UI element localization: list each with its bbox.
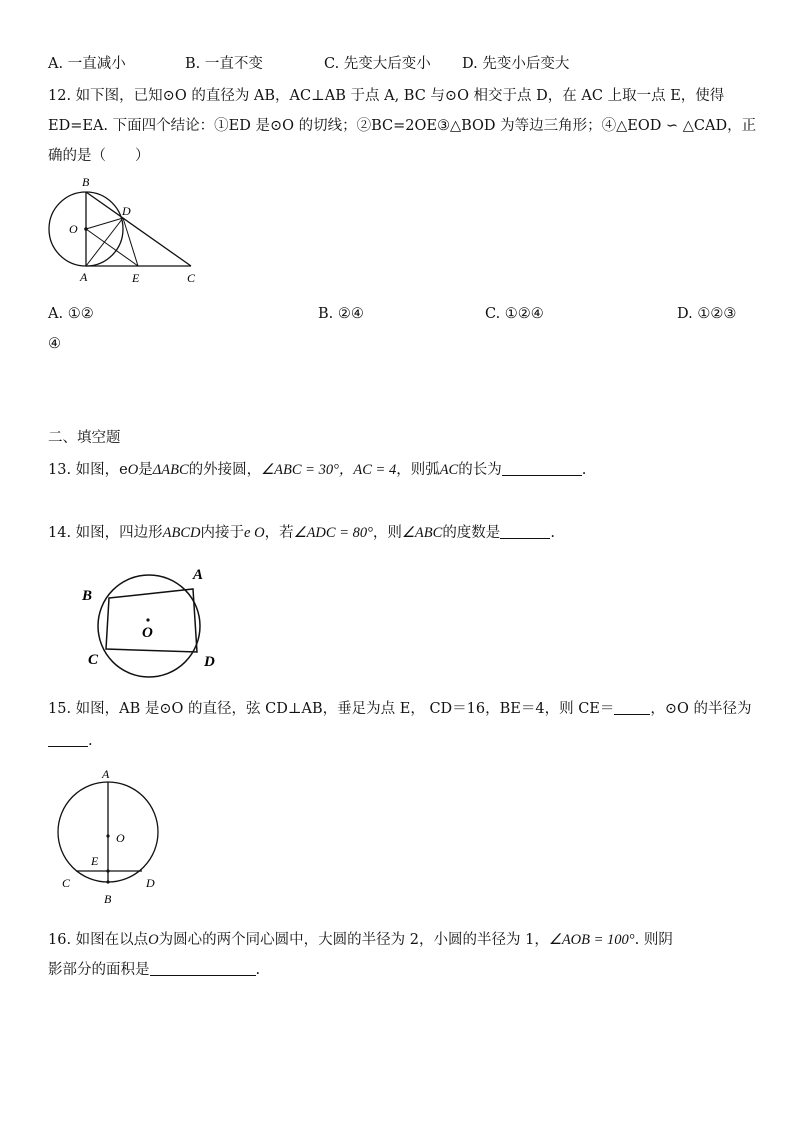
q15-answer-blank-radius[interactable]	[48, 732, 88, 747]
q14-text	[48, 523, 555, 543]
q15-point-b	[106, 880, 109, 883]
q12-label-e: E	[132, 271, 140, 285]
q15-text-line2	[48, 731, 93, 751]
q13-answer-blank[interactable]	[502, 461, 582, 476]
q14-answer-blank[interactable]	[500, 524, 550, 539]
q12-option-d-wrap: ④	[48, 336, 61, 352]
q16-text-line2	[48, 960, 260, 980]
q14-label-b: B	[82, 588, 93, 604]
q14-end: .	[550, 525, 555, 541]
q15-text-line1	[48, 699, 752, 719]
q11-option-a: A. 一直减小	[48, 56, 126, 72]
q14-label-o: O	[142, 625, 153, 641]
q11-option-d: D. 先变小后变大	[462, 56, 570, 72]
q14-circle: e O	[244, 525, 265, 541]
q13-arc: AC	[439, 462, 459, 478]
q15-label-a: A	[102, 767, 110, 781]
q12-label-d: D	[122, 204, 131, 218]
q12-text-line2: ED=EA. 下面四个结论：①ED 是⊙O 的切线；②BC=2OE③△BOD 为等边三角形；④△EOD ∽ △CAD，正	[48, 118, 757, 134]
q16-end: .	[255, 962, 261, 978]
q13-end: .	[581, 462, 587, 478]
q14-text2: ，若	[264, 525, 294, 541]
q15-line1-a: 15. 如图，AB 是⊙O 的直径，弦 CD⊥AB，垂足为点 E， CD＝16，BE＝4，则 CE＝	[48, 701, 615, 717]
q13-center-o: O	[127, 462, 139, 478]
q14-label-d: D	[204, 654, 215, 670]
q12-text-line3: 确的是（ ）	[48, 148, 150, 164]
q12-label-c: C	[187, 271, 196, 285]
q14-quad: ABCD	[162, 525, 201, 541]
q14-angle2: ∠ABC	[401, 525, 443, 541]
q12-label-a: A	[80, 270, 88, 284]
q12-option-a: A. ①②	[48, 306, 94, 322]
q16-answer-blank[interactable]	[150, 961, 256, 976]
q14-angle: ∠ADC = 80°	[293, 525, 373, 541]
q12-line-od	[86, 218, 123, 229]
q13-triangle: ΔABC	[152, 462, 189, 478]
q13-text1: 是	[138, 462, 153, 478]
q14-quadrilateral	[106, 589, 197, 652]
q16-text-line1	[48, 930, 673, 950]
q13-text4: 的长为	[458, 462, 502, 478]
q14-text4: 的度数是	[442, 525, 501, 541]
q12-point-o	[84, 227, 88, 231]
q12-line-oe	[86, 229, 138, 266]
q15-point-e	[106, 869, 109, 872]
q15-point-o	[106, 834, 109, 837]
q12-figure	[40, 174, 200, 289]
q16-line2-a: 影部分的面积是	[48, 962, 150, 978]
q13-circle-symbol: e	[119, 462, 128, 478]
section2-title: 二、填空题	[48, 430, 121, 446]
q16-center-o: O	[148, 932, 159, 948]
q12-option-c: C. ①②④	[485, 306, 544, 322]
q12-line-ed	[123, 218, 138, 266]
q12-option-b: B. ②④	[318, 306, 364, 322]
q15-label-b: B	[104, 892, 112, 906]
q15-label-c: C	[62, 876, 71, 890]
q11-option-c: C. 先变大后变小	[324, 56, 431, 72]
q13-angle: ∠ABC = 30°，	[261, 462, 354, 478]
q16-line1-b: 为圆心的两个同心圆中，大圆的半径为 2，小圆的半径为 1，	[158, 932, 549, 948]
q15-figure	[50, 764, 190, 909]
q14-text1: 内接于	[200, 525, 245, 541]
q15-line1-b: ，⊙O 的半径为	[650, 701, 752, 717]
q15-label-d: D	[146, 876, 155, 890]
q14-prefix: 14. 如图，四边形	[48, 525, 163, 541]
q12-line-bc	[86, 192, 191, 266]
q14-text3: ，则	[372, 525, 402, 541]
q16-line1-c: . 则阴	[634, 932, 673, 948]
q15-label-e: E	[91, 854, 99, 868]
q16-line1-a: 16. 如图在以点	[48, 932, 149, 948]
q13-text3: ，则弧	[396, 462, 440, 478]
q14-label-c: C	[88, 652, 99, 668]
q11-option-b: B. 一直不变	[185, 56, 263, 72]
q13-text2: 的外接圆，	[188, 462, 262, 478]
q15-end: .	[88, 733, 93, 749]
q14-point-o	[146, 618, 149, 621]
q15-answer-blank-ce[interactable]	[614, 700, 650, 715]
q12-option-d: D. ①②③	[677, 306, 737, 322]
q14-figure	[80, 562, 240, 687]
q13-text	[48, 460, 586, 480]
q12-label-b: B	[82, 175, 90, 189]
q16-angle: ∠AOB = 100°	[548, 932, 635, 948]
q12-text-line1: 12. 如下图，已知⊙O 的直径为 AB，AC⊥AB 于点 A, BC 与⊙O 相交于点 D，在 AC 上取一点 E，使得	[48, 88, 725, 104]
q12-label-o: O	[69, 222, 78, 236]
q13-ac: AC = 4	[353, 462, 397, 478]
q14-label-a: A	[193, 567, 204, 583]
q13-prefix: 13. 如图，	[48, 462, 120, 478]
q15-label-o: O	[116, 831, 125, 845]
